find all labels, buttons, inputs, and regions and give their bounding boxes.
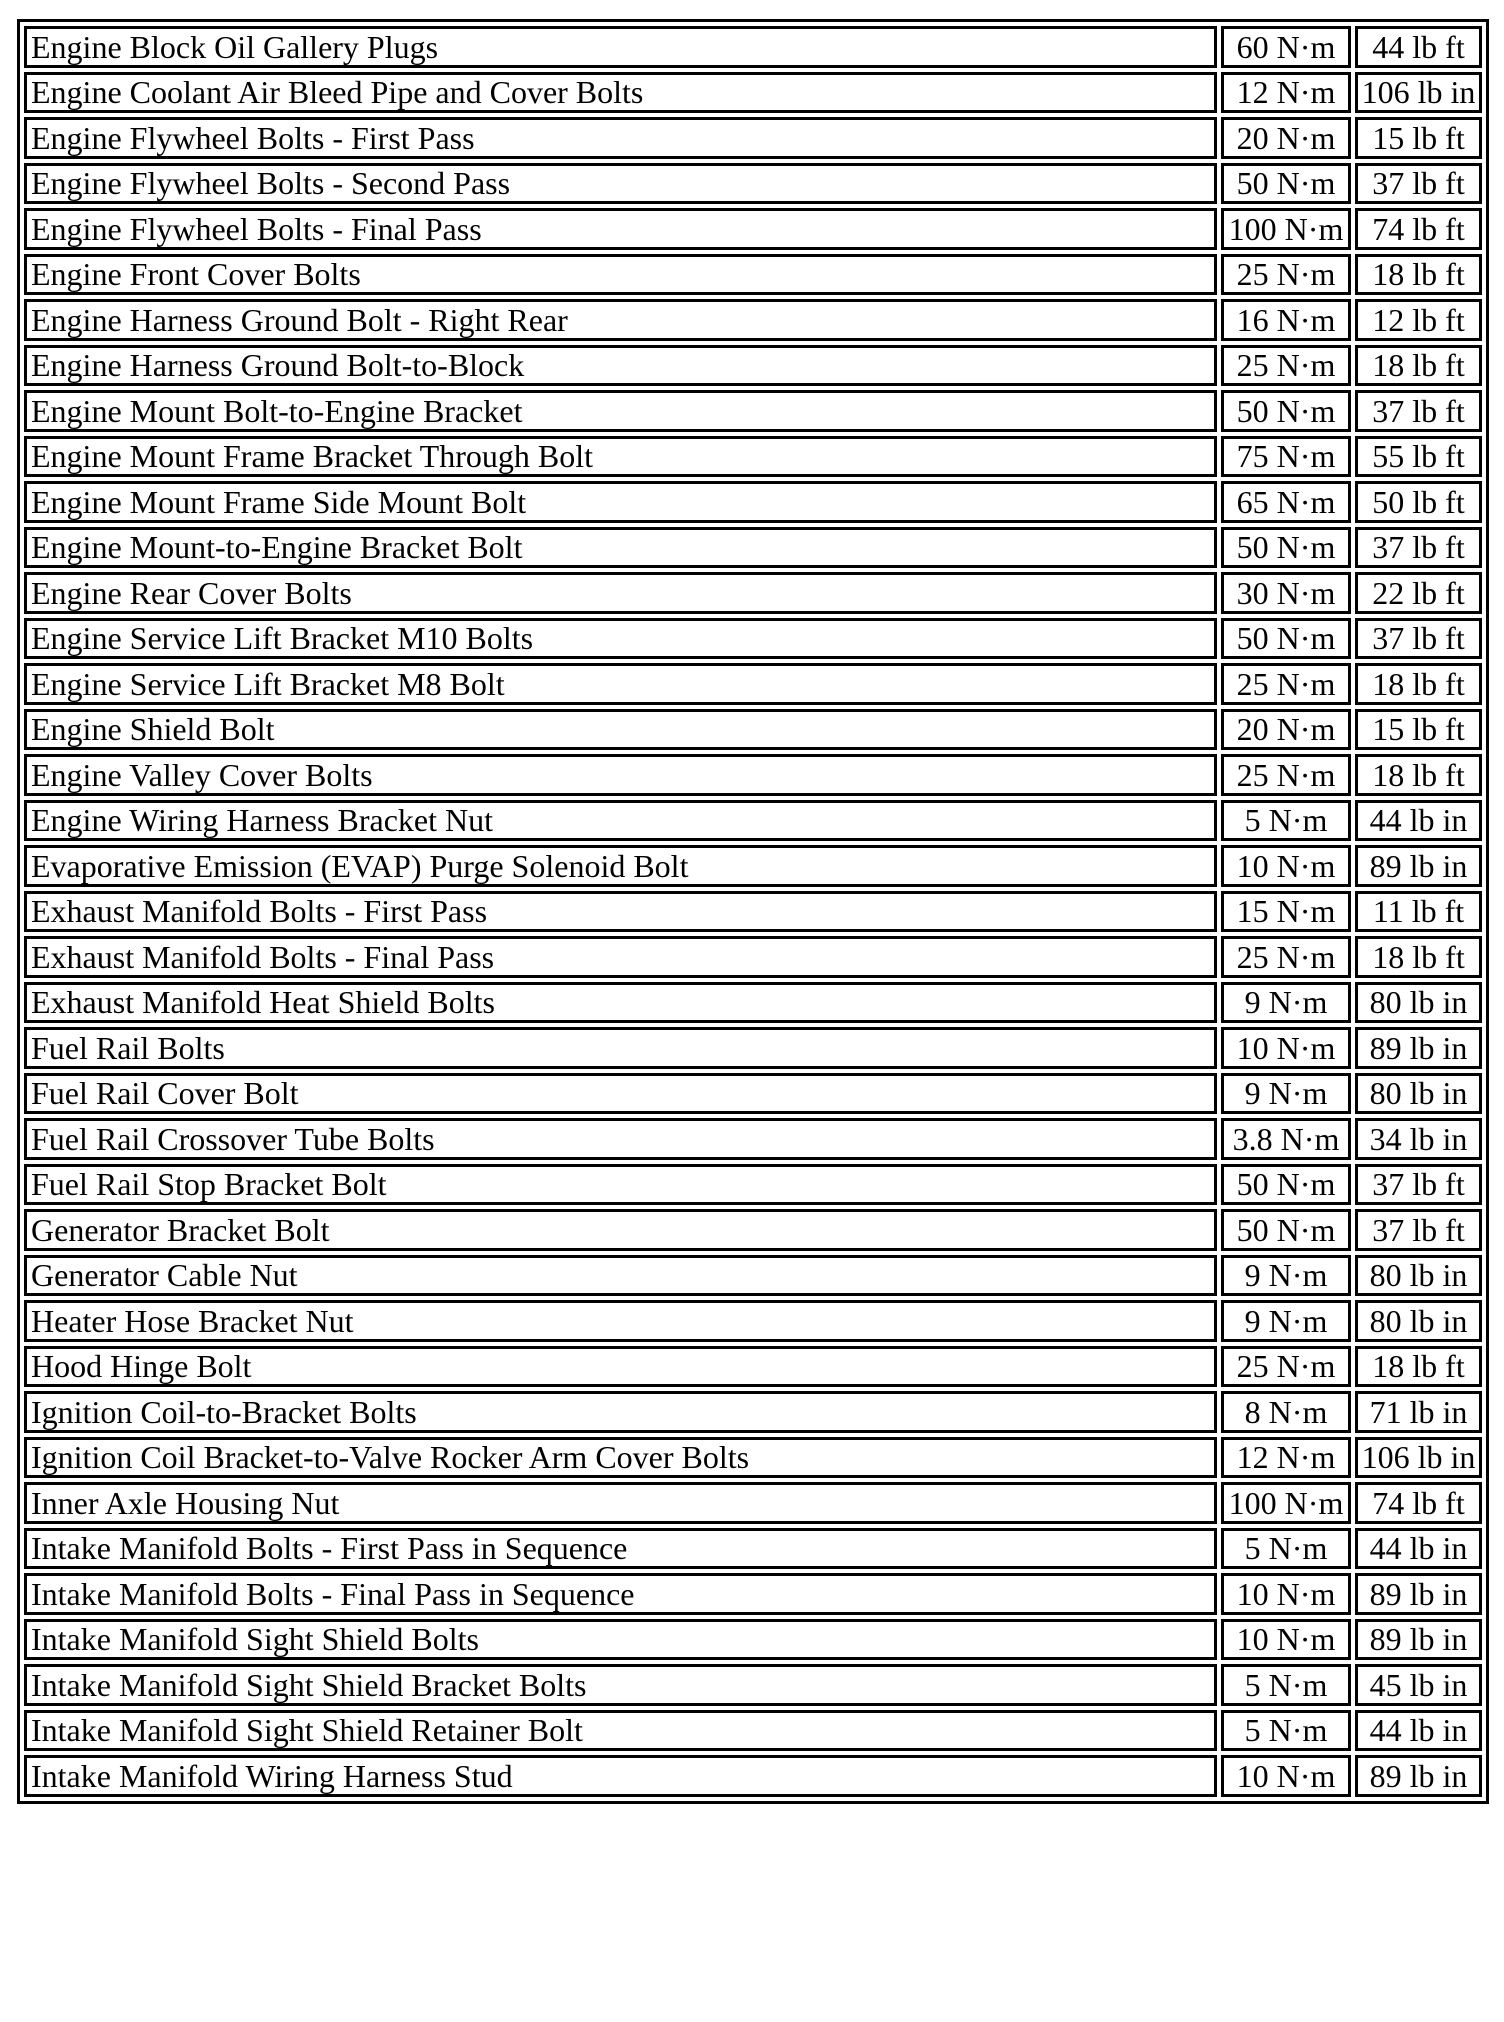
metric-torque-cell: 9 N·m [1221,1073,1351,1115]
table-row [24,663,1482,705]
table-row [24,208,1482,250]
imperial-torque-cell: 106 lb in [1355,72,1482,114]
table-row [24,891,1482,933]
imperial-torque-cell: 71 lb in [1355,1391,1482,1433]
metric-torque-cell: 50 N·m [1221,390,1351,432]
fastener-description-cell: Fuel Rail Stop Bracket Bolt [24,1164,1217,1206]
table-row [24,390,1482,432]
imperial-torque-cell: 37 lb ft [1355,163,1482,205]
fastener-description-cell: Intake Manifold Sight Shield Retainer Bolt [24,1710,1217,1752]
fastener-description-cell: Hood Hinge Bolt [24,1346,1217,1388]
table-row [24,1710,1482,1752]
table-row [24,1255,1482,1297]
table-row [24,117,1482,159]
imperial-torque-cell: 37 lb ft [1355,1164,1482,1206]
metric-torque-cell: 50 N·m [1221,163,1351,205]
metric-torque-cell: 8 N·m [1221,1391,1351,1433]
imperial-torque-cell: 89 lb in [1355,1755,1482,1797]
table-row [24,527,1482,569]
table-row [24,26,1482,68]
fastener-description-cell: Engine Harness Ground Bolt-to-Block [24,345,1217,387]
table-row [24,72,1482,114]
fastener-description-cell: Engine Valley Cover Bolts [24,754,1217,796]
metric-torque-cell: 25 N·m [1221,754,1351,796]
metric-torque-cell: 50 N·m [1221,527,1351,569]
metric-torque-cell: 20 N·m [1221,117,1351,159]
imperial-torque-cell: 80 lb in [1355,982,1482,1024]
table-row [24,1300,1482,1342]
table-row [24,299,1482,341]
fastener-description-cell: Engine Mount-to-Engine Bracket Bolt [24,527,1217,569]
metric-torque-cell: 12 N·m [1221,1437,1351,1479]
fastener-description-cell: Ignition Coil Bracket-to-Valve Rocker Arm Cover Bolts [24,1437,1217,1479]
fastener-description-cell: Engine Block Oil Gallery Plugs [24,26,1217,68]
metric-torque-cell: 10 N·m [1221,845,1351,887]
metric-torque-cell: 5 N·m [1221,1664,1351,1706]
table-row [24,1346,1482,1388]
table-row [24,1664,1482,1706]
metric-torque-cell: 9 N·m [1221,1300,1351,1342]
table-row [24,1164,1482,1206]
imperial-torque-cell: 80 lb in [1355,1073,1482,1115]
metric-torque-cell: 50 N·m [1221,1164,1351,1206]
table-row [24,1073,1482,1115]
fastener-description-cell: Heater Hose Bracket Nut [24,1300,1217,1342]
imperial-torque-cell: 50 lb ft [1355,481,1482,523]
table-row [24,1573,1482,1615]
table-row [24,1209,1482,1251]
metric-torque-cell: 25 N·m [1221,254,1351,296]
fastener-description-cell: Evaporative Emission (EVAP) Purge Solenoid Bolt [24,845,1217,887]
table-row [24,1619,1482,1661]
table-row [24,481,1482,523]
imperial-torque-cell: 34 lb in [1355,1118,1482,1160]
imperial-torque-cell: 37 lb ft [1355,527,1482,569]
imperial-torque-cell: 18 lb ft [1355,663,1482,705]
imperial-torque-cell: 89 lb in [1355,1573,1482,1615]
metric-torque-cell: 9 N·m [1221,1255,1351,1297]
fastener-description-cell: Inner Axle Housing Nut [24,1482,1217,1524]
fastener-description-cell: Exhaust Manifold Heat Shield Bolts [24,982,1217,1024]
metric-torque-cell: 75 N·m [1221,436,1351,478]
table-row [24,1027,1482,1069]
fastener-description-cell: Engine Coolant Air Bleed Pipe and Cover Bolts [24,72,1217,114]
table-row [24,345,1482,387]
metric-torque-cell: 3.8 N·m [1221,1118,1351,1160]
imperial-torque-cell: 80 lb in [1355,1300,1482,1342]
table-row [24,936,1482,978]
fastener-description-cell: Exhaust Manifold Bolts - First Pass [24,891,1217,933]
metric-torque-cell: 16 N·m [1221,299,1351,341]
metric-torque-cell: 100 N·m [1221,208,1351,250]
metric-torque-cell: 25 N·m [1221,1346,1351,1388]
imperial-torque-cell: 44 lb in [1355,800,1482,842]
fastener-description-cell: Engine Service Lift Bracket M10 Bolts [24,618,1217,660]
table-row [24,163,1482,205]
fastener-description-cell: Fuel Rail Crossover Tube Bolts [24,1118,1217,1160]
fastener-description-cell: Engine Flywheel Bolts - Second Pass [24,163,1217,205]
fastener-description-cell: Fuel Rail Cover Bolt [24,1073,1217,1115]
fastener-description-cell: Engine Service Lift Bracket M8 Bolt [24,663,1217,705]
metric-torque-cell: 10 N·m [1221,1573,1351,1615]
metric-torque-cell: 10 N·m [1221,1755,1351,1797]
imperial-torque-cell: 18 lb ft [1355,754,1482,796]
imperial-torque-cell: 37 lb ft [1355,618,1482,660]
table-row [24,709,1482,751]
table-row [24,1755,1482,1797]
fastener-description-cell: Engine Wiring Harness Bracket Nut [24,800,1217,842]
imperial-torque-cell: 18 lb ft [1355,1346,1482,1388]
imperial-torque-cell: 45 lb in [1355,1664,1482,1706]
imperial-torque-cell: 11 lb ft [1355,891,1482,933]
table-row [24,254,1482,296]
table-row [24,1391,1482,1433]
fastener-description-cell: Engine Mount Frame Side Mount Bolt [24,481,1217,523]
metric-torque-cell: 25 N·m [1221,663,1351,705]
imperial-torque-cell: 18 lb ft [1355,345,1482,387]
fastener-description-cell: Engine Front Cover Bolts [24,254,1217,296]
metric-torque-cell: 30 N·m [1221,572,1351,614]
metric-torque-cell: 10 N·m [1221,1619,1351,1661]
metric-torque-cell: 20 N·m [1221,709,1351,751]
imperial-torque-cell: 80 lb in [1355,1255,1482,1297]
imperial-torque-cell: 74 lb ft [1355,208,1482,250]
fastener-description-cell: Intake Manifold Wiring Harness Stud [24,1755,1217,1797]
table-row [24,436,1482,478]
fastener-description-cell: Exhaust Manifold Bolts - Final Pass [24,936,1217,978]
imperial-torque-cell: 74 lb ft [1355,1482,1482,1524]
imperial-torque-cell: 37 lb ft [1355,1209,1482,1251]
metric-torque-cell: 5 N·m [1221,800,1351,842]
fastener-description-cell: Engine Shield Bolt [24,709,1217,751]
imperial-torque-cell: 37 lb ft [1355,390,1482,432]
imperial-torque-cell: 55 lb ft [1355,436,1482,478]
metric-torque-cell: 12 N·m [1221,72,1351,114]
table-row [24,1437,1482,1479]
table-row [24,572,1482,614]
imperial-torque-cell: 15 lb ft [1355,117,1482,159]
metric-torque-cell: 65 N·m [1221,481,1351,523]
table-row [24,1118,1482,1160]
fastener-description-cell: Fuel Rail Bolts [24,1027,1217,1069]
imperial-torque-cell: 89 lb in [1355,1027,1482,1069]
metric-torque-cell: 5 N·m [1221,1528,1351,1570]
imperial-torque-cell: 89 lb in [1355,845,1482,887]
metric-torque-cell: 25 N·m [1221,345,1351,387]
metric-torque-cell: 5 N·m [1221,1710,1351,1752]
fastener-description-cell: Engine Rear Cover Bolts [24,572,1217,614]
metric-torque-cell: 25 N·m [1221,936,1351,978]
metric-torque-cell: 50 N·m [1221,1209,1351,1251]
imperial-torque-cell: 12 lb ft [1355,299,1482,341]
metric-torque-cell: 15 N·m [1221,891,1351,933]
torque-specifications-table [17,19,1489,1804]
imperial-torque-cell: 22 lb ft [1355,572,1482,614]
table-row [24,800,1482,842]
fastener-description-cell: Intake Manifold Bolts - Final Pass in Sequence [24,1573,1217,1615]
metric-torque-cell: 100 N·m [1221,1482,1351,1524]
imperial-torque-cell: 18 lb ft [1355,936,1482,978]
metric-torque-cell: 10 N·m [1221,1027,1351,1069]
imperial-torque-cell: 44 lb in [1355,1710,1482,1752]
fastener-description-cell: Engine Mount Bolt-to-Engine Bracket [24,390,1217,432]
fastener-description-cell: Engine Harness Ground Bolt - Right Rear [24,299,1217,341]
fastener-description-cell: Generator Cable Nut [24,1255,1217,1297]
fastener-description-cell: Intake Manifold Bolts - First Pass in Sequence [24,1528,1217,1570]
metric-torque-cell: 50 N·m [1221,618,1351,660]
table-row [24,1482,1482,1524]
fastener-description-cell: Engine Flywheel Bolts - Final Pass [24,208,1217,250]
table-row [24,845,1482,887]
table-row [24,1528,1482,1570]
fastener-description-cell: Intake Manifold Sight Shield Bolts [24,1619,1217,1661]
fastener-description-cell: Intake Manifold Sight Shield Bracket Bolts [24,1664,1217,1706]
table-row [24,618,1482,660]
metric-torque-cell: 60 N·m [1221,26,1351,68]
metric-torque-cell: 9 N·m [1221,982,1351,1024]
fastener-description-cell: Ignition Coil-to-Bracket Bolts [24,1391,1217,1433]
imperial-torque-cell: 106 lb in [1355,1437,1482,1479]
imperial-torque-cell: 89 lb in [1355,1619,1482,1661]
fastener-description-cell: Engine Flywheel Bolts - First Pass [24,117,1217,159]
table-row [24,754,1482,796]
fastener-description-cell: Engine Mount Frame Bracket Through Bolt [24,436,1217,478]
table-row [24,982,1482,1024]
torque-table-body [24,26,1482,1797]
imperial-torque-cell: 44 lb ft [1355,26,1482,68]
fastener-description-cell: Generator Bracket Bolt [24,1209,1217,1251]
imperial-torque-cell: 44 lb in [1355,1528,1482,1570]
imperial-torque-cell: 15 lb ft [1355,709,1482,751]
imperial-torque-cell: 18 lb ft [1355,254,1482,296]
